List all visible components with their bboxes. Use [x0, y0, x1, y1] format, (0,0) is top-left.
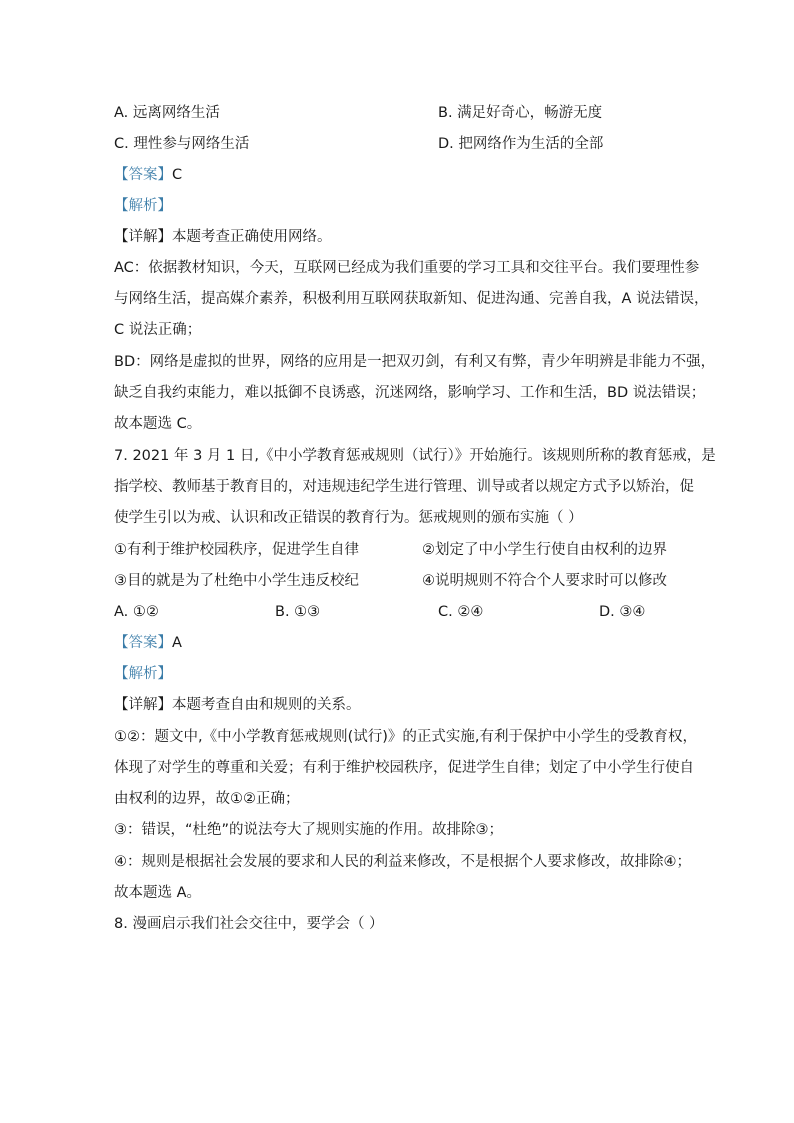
q6-explanation-line: C 说法正确；	[114, 322, 202, 338]
q7-explanation-line: 体现了对学生的尊重和关爱；有利于维护校园秩序，促进学生自律；划定了中小学生行使自	[114, 760, 694, 776]
analysis-tag: 【解析】	[114, 198, 172, 214]
q6-option-b: B. 满足好奇心，畅游无度	[438, 105, 603, 121]
q6-explanation-line: 与网络生活，提高媒介素养，积极利用互联网获取新知、促进沟通、完善自我，A 说法错误，	[114, 291, 709, 307]
detail-text: 本题考查正确使用网络。	[172, 229, 332, 245]
q6-analysis-line	[114, 196, 172, 216]
answer-value: A	[172, 635, 182, 651]
answer-value: C	[172, 167, 183, 183]
q6-option-c: C. 理性参与网络生活	[114, 136, 250, 152]
q6-option-a: A. 远离网络生活	[114, 105, 220, 121]
q7-explanation-line: 由权利的边界，故①②正确；	[114, 791, 300, 807]
q8-stem-line: 8. 漫画启示我们社会交往中，要学会（ ）	[114, 916, 384, 932]
detail-tag: 【详解】	[114, 229, 172, 245]
q7-option-b: B. ①③	[275, 604, 321, 620]
answer-tag: 【答案】	[114, 635, 172, 651]
q7-stem-line: 使学生引以为戒、认识和改正错误的教育行为。惩戒规则的颁布实施（ ）	[114, 510, 583, 526]
detail-text: 本题考查自由和规则的关系。	[172, 697, 361, 713]
q6-explanation-line: 故本题选 C。	[114, 416, 202, 432]
analysis-tag: 【解析】	[114, 666, 172, 682]
q6-answer-line	[114, 165, 182, 185]
q6-explanation-line: AC：依据教材知识，今天，互联网已经成为我们重要的学习工具和交往平台。我们要理性参	[114, 260, 700, 276]
q7-stem-line: 7. 2021 年 3 月 1 日,《中小学教育惩戒规则（试行）》开始施行。该规则所称的教育惩戒，是	[114, 448, 716, 464]
answer-tag: 【答案】	[114, 167, 172, 183]
q7-explanation-line: ①②：题文中,《中小学教育惩戒规则(试行)》的正式实施,有利于保护中小学生的受教育权，	[114, 729, 698, 745]
q6-explanation-line: BD：网络是虚拟的世界，网络的应用是一把双刃剑，有利又有弊，青少年明辨是非能力不强，	[114, 354, 716, 370]
q7-option-d: D. ③④	[599, 604, 646, 620]
q7-answer-line	[114, 633, 182, 653]
q7-item-4: ④说明规则不符合个人要求时可以修改	[422, 573, 667, 589]
q7-detail-line	[114, 695, 361, 715]
q7-item-1: ①有利于维护校园秩序，促进学生自律	[114, 542, 359, 558]
q7-item-3: ③目的就是为了杜绝中小学生违反校纪	[114, 573, 359, 589]
q7-item-2: ②划定了中小学生行使自由权利的边界	[422, 542, 667, 558]
q7-explanation-line: 故本题选 A。	[114, 885, 202, 901]
q6-explanation-line: 缺乏自我约束能力，难以抵御不良诱惑，沉迷网络，影响学习、工作和生活，BD 说法错误；	[114, 385, 706, 401]
q7-option-c: C. ②④	[438, 604, 484, 620]
q6-detail-line	[114, 227, 332, 247]
q7-stem-line: 指学校、教师基于教育目的，对违规违纪学生进行管理、训导或者以规定方式予以矫治，促	[114, 479, 694, 495]
q7-explanation-line: ③：错误，“杜绝”的说法夸大了规则实施的作用。故排除③；	[114, 822, 504, 838]
q7-analysis-line	[114, 664, 172, 684]
q6-option-d: D. 把网络作为生活的全部	[438, 136, 604, 152]
q7-option-a: A. ①②	[114, 604, 159, 620]
q7-explanation-line: ④：规则是根据社会发展的要求和人民的利益来修改，不是根据个人要求修改，故排除④；	[114, 854, 691, 870]
detail-tag: 【详解】	[114, 697, 172, 713]
